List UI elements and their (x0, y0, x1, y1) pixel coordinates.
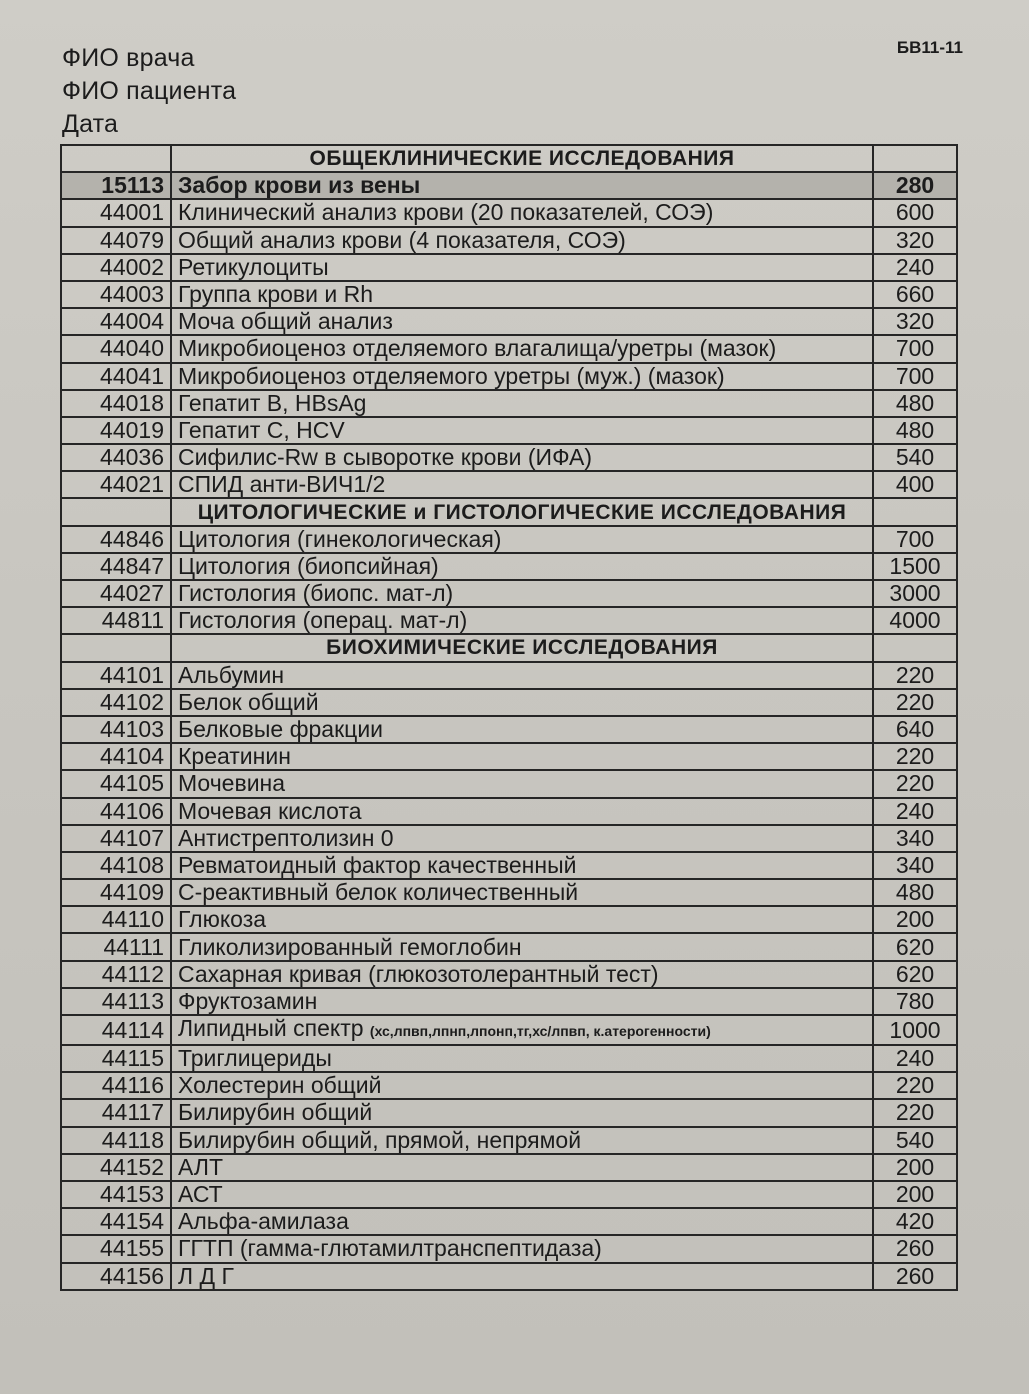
table-row (61, 662, 957, 689)
table-row (61, 879, 957, 906)
service-code: 44156 (61, 1263, 171, 1290)
service-price: 420 (873, 1208, 957, 1235)
service-code: 44109 (61, 879, 171, 906)
table-row (61, 1235, 957, 1262)
section-header-row (61, 145, 957, 172)
table-row (61, 308, 957, 335)
service-name: Креатинин (178, 743, 291, 770)
service-name-cell (171, 444, 873, 471)
service-name: Билирубин общий, прямой, непрямой (178, 1126, 582, 1153)
service-code: 44104 (61, 743, 171, 770)
service-price: 220 (873, 770, 957, 797)
service-name: Белковые фракции (178, 716, 384, 743)
service-price: 340 (873, 825, 957, 852)
form-code: БВ11-11 (896, 38, 963, 57)
table-row (61, 798, 957, 825)
service-price: 480 (873, 390, 957, 417)
service-price: 620 (873, 961, 957, 988)
table-row (61, 526, 957, 553)
service-code: 44105 (61, 770, 171, 797)
code-cell-empty (61, 634, 171, 661)
table-row (61, 1127, 957, 1154)
table-row (61, 852, 957, 879)
service-code: 44036 (61, 444, 171, 471)
service-name-cell (171, 1263, 873, 1290)
service-code: 44041 (61, 363, 171, 390)
service-price: 4000 (873, 607, 957, 634)
table-row (61, 199, 957, 226)
service-code: 44114 (61, 1015, 171, 1045)
service-name-cell (171, 1154, 873, 1181)
table-row (61, 1045, 957, 1072)
table-row (61, 417, 957, 444)
date-label: Дата (62, 110, 119, 138)
service-price: 340 (873, 852, 957, 879)
code-cell-empty (61, 498, 171, 525)
section-title: ЦИТОЛОГИЧЕСКИЕ и ГИСТОЛОГИЧЕСКИЕ ИССЛЕДОВАНИЯ (171, 498, 873, 525)
service-name: Гепатит С, HCV (178, 416, 345, 443)
service-code: 44040 (61, 335, 171, 362)
service-note: (хс,лпвп,лпнп,лпонп,тг,хс/лпвп, к.атерогенности) (369, 1023, 711, 1039)
service-name: Ревматоидный фактор качественный (178, 851, 577, 878)
service-code: 44021 (61, 471, 171, 498)
service-name-cell (171, 172, 873, 199)
service-price: 400 (873, 471, 957, 498)
service-name-cell (171, 227, 873, 254)
service-name-cell (171, 1127, 873, 1154)
service-price: 700 (873, 526, 957, 553)
service-code: 44108 (61, 852, 171, 879)
service-code: 44103 (61, 716, 171, 743)
service-price: 320 (873, 308, 957, 335)
service-code: 44153 (61, 1181, 171, 1208)
table-row (61, 335, 957, 362)
service-name: Группа крови и Rh (178, 281, 374, 308)
table-row (61, 227, 957, 254)
service-name: Холестерин общий (178, 1072, 382, 1099)
service-price: 260 (873, 1263, 957, 1290)
service-name: СПИД анти-ВИЧ1/2 (178, 471, 386, 498)
service-name: Л Д Г (178, 1262, 234, 1289)
table-row (61, 1072, 957, 1099)
service-price: 220 (873, 689, 957, 716)
service-price: 320 (873, 227, 957, 254)
service-price: 640 (873, 716, 957, 743)
price-cell-empty (873, 634, 957, 661)
table-row (61, 716, 957, 743)
service-code: 44154 (61, 1208, 171, 1235)
service-code: 44106 (61, 798, 171, 825)
doctor-name-label: ФИО врача (62, 44, 195, 72)
service-price: 1000 (873, 1015, 957, 1045)
service-name: АЛТ (178, 1153, 223, 1180)
service-code: 44811 (61, 607, 171, 634)
service-code: 44155 (61, 1235, 171, 1262)
service-code: 44018 (61, 390, 171, 417)
service-name: Белок общий (178, 688, 319, 715)
service-price: 280 (873, 172, 957, 199)
service-name-cell (171, 1208, 873, 1235)
service-name: С-реактивный белок количественный (178, 879, 579, 906)
service-price: 240 (873, 1045, 957, 1072)
service-name: Цитология (биопсийная) (178, 552, 439, 579)
service-price: 480 (873, 879, 957, 906)
table-row (61, 1263, 957, 1290)
service-price: 240 (873, 798, 957, 825)
service-code: 15113 (61, 172, 171, 199)
table-row (61, 961, 957, 988)
table-row (61, 1015, 957, 1045)
service-name-cell (171, 1235, 873, 1262)
service-code: 44118 (61, 1127, 171, 1154)
service-code: 44111 (61, 933, 171, 960)
table-row (61, 471, 957, 498)
service-name: Сахарная кривая (глюкозотолерантный тест) (178, 960, 659, 987)
section-header-row (61, 634, 957, 661)
service-price: 700 (873, 363, 957, 390)
table-row (61, 390, 957, 417)
service-name-cell (171, 879, 873, 906)
service-name: Билирубин общий (178, 1099, 373, 1126)
service-name-cell (171, 417, 873, 444)
service-price: 700 (873, 335, 957, 362)
service-name-cell (171, 933, 873, 960)
service-price: 600 (873, 199, 957, 226)
service-name: Ретикулоциты (178, 253, 329, 280)
service-name: Глюкоза (178, 906, 267, 933)
price-table-body (61, 145, 957, 1290)
service-name-cell (171, 199, 873, 226)
service-price: 220 (873, 662, 957, 689)
patient-name-label: ФИО пациента (62, 77, 237, 105)
service-code: 44003 (61, 281, 171, 308)
service-name-cell (171, 988, 873, 1015)
service-code: 44001 (61, 199, 171, 226)
service-price: 200 (873, 1154, 957, 1181)
service-name: Гликолизированный гемоглобин (178, 933, 522, 960)
service-name-cell (171, 607, 873, 634)
service-name-cell (171, 471, 873, 498)
service-code: 44027 (61, 580, 171, 607)
service-price: 220 (873, 1072, 957, 1099)
service-name: Микробиоценоз отделяемого влагалища/уретры (мазок) (178, 335, 777, 362)
section-title: ОБЩЕКЛИНИЧЕСКИЕ ИССЛЕДОВАНИЯ (171, 145, 873, 172)
service-name-cell (171, 1015, 873, 1045)
service-price: 540 (873, 444, 957, 471)
service-name: Клинический анализ крови (20 показателей, СОЭ) (178, 199, 714, 226)
service-price: 200 (873, 1181, 957, 1208)
service-name: Липидный спектр (178, 1015, 364, 1041)
service-code: 44102 (61, 689, 171, 716)
table-row (61, 363, 957, 390)
service-name-cell (171, 906, 873, 933)
service-name: Общий анализ крови (4 показателя, СОЭ) (178, 226, 626, 253)
service-name: Антистрептолизин 0 (178, 824, 394, 851)
service-name-cell (171, 390, 873, 417)
service-name: Гепатит В, HBsAg (178, 389, 367, 416)
service-code: 44004 (61, 308, 171, 335)
service-price: 660 (873, 281, 957, 308)
table-row (61, 1181, 957, 1208)
price-cell-empty (873, 145, 957, 172)
service-name: Сифилис-Rw в сыворотке крови (ИФА) (178, 444, 593, 471)
service-price: 620 (873, 933, 957, 960)
table-row (61, 743, 957, 770)
table-row (61, 1154, 957, 1181)
service-price: 480 (873, 417, 957, 444)
service-code: 44002 (61, 254, 171, 281)
table-row (61, 1099, 957, 1126)
service-price: 220 (873, 743, 957, 770)
service-name-cell (171, 1045, 873, 1072)
table-row (61, 172, 957, 199)
service-name-cell (171, 852, 873, 879)
service-code: 44019 (61, 417, 171, 444)
service-price: 3000 (873, 580, 957, 607)
table-row (61, 553, 957, 580)
section-title: БИОХИМИЧЕСКИЕ ИССЛЕДОВАНИЯ (171, 634, 873, 661)
table-row (61, 580, 957, 607)
table-row (61, 825, 957, 852)
code-cell-empty (61, 145, 171, 172)
service-code: 44113 (61, 988, 171, 1015)
table-row (61, 607, 957, 634)
service-name-cell (171, 526, 873, 553)
service-name-cell (171, 662, 873, 689)
service-name: АСТ (178, 1181, 223, 1208)
service-name: Мочевая кислота (178, 797, 362, 824)
service-code: 44847 (61, 553, 171, 580)
service-name: ГГТП (гамма-глютамилтранспептидаза) (178, 1235, 602, 1262)
price-table (60, 144, 958, 1291)
service-name: Триглицериды (178, 1045, 332, 1072)
service-name-cell (171, 335, 873, 362)
table-row (61, 933, 957, 960)
service-name-cell (171, 553, 873, 580)
service-name: Микробиоценоз отделяемого уретры (муж.) (мазок) (178, 362, 725, 389)
service-code: 44117 (61, 1099, 171, 1126)
service-code: 44116 (61, 1072, 171, 1099)
service-price: 1500 (873, 553, 957, 580)
table-row (61, 770, 957, 797)
service-name-cell (171, 281, 873, 308)
service-name: Фруктозамин (178, 987, 318, 1014)
service-name-cell (171, 770, 873, 797)
service-code: 44101 (61, 662, 171, 689)
section-header-row (61, 498, 957, 525)
service-name-cell (171, 798, 873, 825)
service-name: Забор крови из вены (178, 172, 421, 199)
service-name-cell (171, 254, 873, 281)
service-price: 200 (873, 906, 957, 933)
service-name: Гистология (операц. мат-л) (178, 607, 468, 634)
service-name: Альфа-амилаза (178, 1208, 349, 1235)
service-code: 44152 (61, 1154, 171, 1181)
service-name: Моча общий анализ (178, 308, 393, 335)
table-row (61, 689, 957, 716)
service-name: Цитология (гинекологическая) (178, 525, 502, 552)
service-code: 44846 (61, 526, 171, 553)
service-name-cell (171, 961, 873, 988)
table-row (61, 444, 957, 471)
service-price: 540 (873, 1127, 957, 1154)
service-price: 260 (873, 1235, 957, 1262)
service-name: Гистология (биопс. мат-л) (178, 580, 454, 607)
service-code: 44115 (61, 1045, 171, 1072)
service-name-cell (171, 308, 873, 335)
table-row (61, 281, 957, 308)
service-name-cell (171, 1072, 873, 1099)
table-row (61, 906, 957, 933)
service-price: 780 (873, 988, 957, 1015)
service-name-cell (171, 716, 873, 743)
service-name-cell (171, 743, 873, 770)
table-row (61, 1208, 957, 1235)
service-code: 44110 (61, 906, 171, 933)
table-row (61, 254, 957, 281)
service-name: Альбумин (178, 661, 285, 688)
table-row (61, 988, 957, 1015)
service-price: 240 (873, 254, 957, 281)
service-name-cell (171, 825, 873, 852)
service-code: 44112 (61, 961, 171, 988)
service-name-cell (171, 1181, 873, 1208)
service-name: Мочевина (178, 770, 286, 797)
service-code: 44107 (61, 825, 171, 852)
service-name-cell (171, 580, 873, 607)
service-name-cell (171, 1099, 873, 1126)
price-cell-empty (873, 498, 957, 525)
service-name-cell (171, 689, 873, 716)
service-price: 220 (873, 1099, 957, 1126)
service-name-cell (171, 363, 873, 390)
service-code: 44079 (61, 227, 171, 254)
